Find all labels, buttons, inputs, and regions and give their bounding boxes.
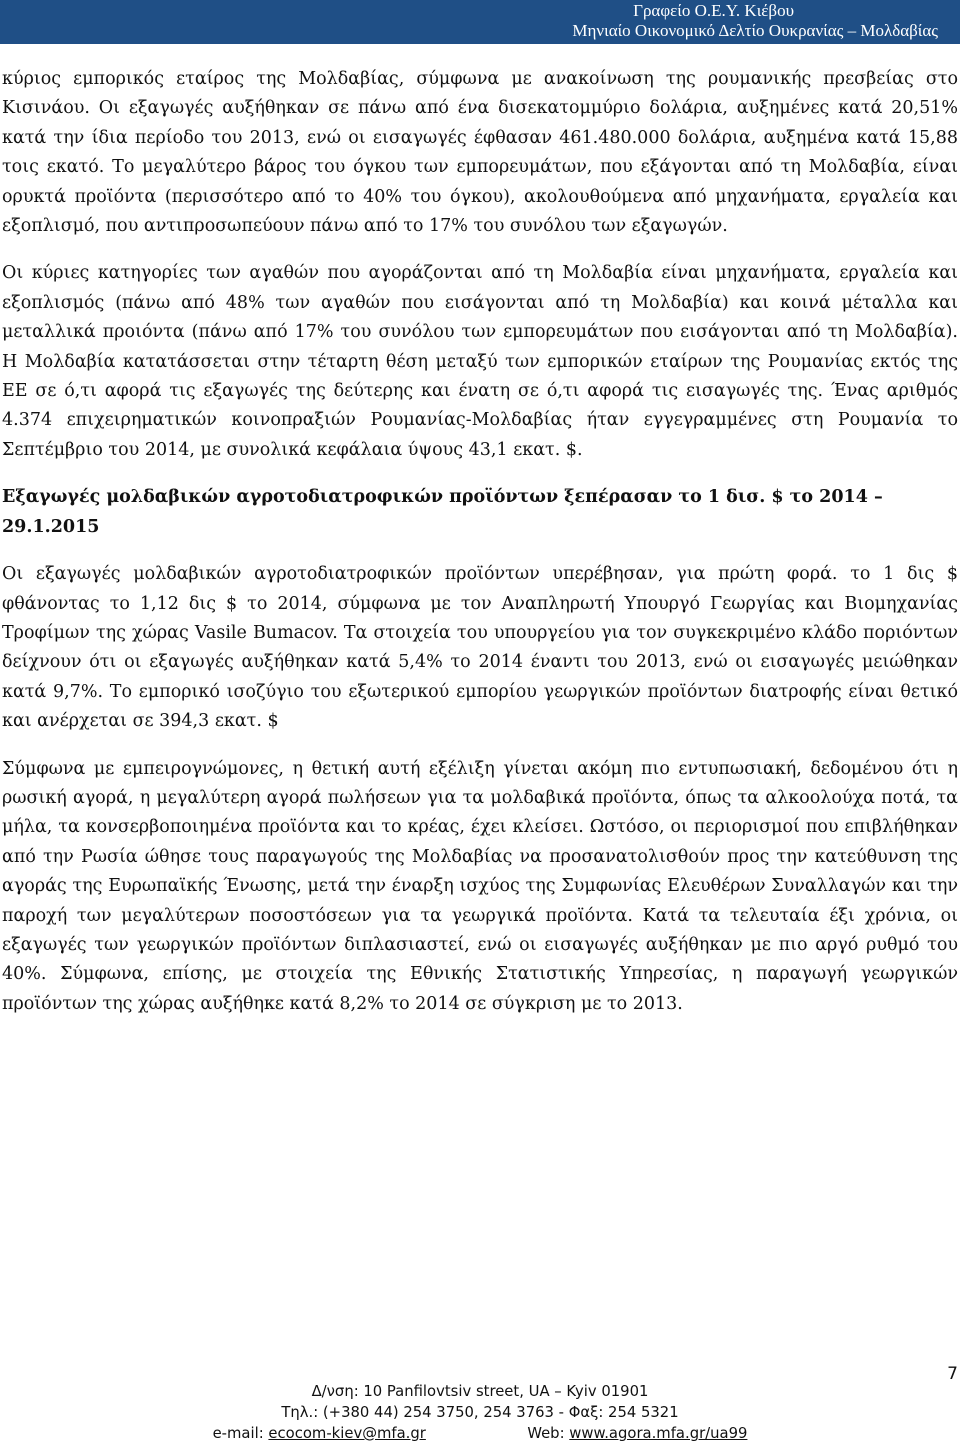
paragraph-expert-analysis: Σύμφωνα με εμπειρογνώμονες, η θετική αυτή εξέλιξη γίνεται ακόμη πιο εντυπωσιακή, δεδομένου ότι η ρωσική αγορά, η μεγαλύτερη αγορά πωλήσεων για τα μολδαβικά προϊόντα, όπως τα αλκοολούχα ποτά, τα μήλα, τα κονσερβοποιημένα προϊόντα και το κρέας, έχει κλείσει. Ωστόσο, οι περιορισμοί που επιβλήθηκαν από την Ρωσία ώθησε τους παραγωγούς της Μολδαβίας να προσανατολισθούν προς την κατεύθυνση της αγοράς της Ευρωπαϊκής Ένωσης, μετά την έναρξη ισχύος της Συμφωνίας Ελευθέρων Συναλλαγών και την παροχή των μεγαλύτερων ποσοστόσεων για τα γεωργικά προϊόντα. Κατά τα τελευταία έξι χρόνια, οι εξαγωγές των γεωργικών προϊόντων διπλασιαστεί, ενώ οι εισαγωγές αυξήθηκαν με πιο αργό ρυθμό του 40%. Σύμφωνα, επίσης, με στοιχεία της Εθνικής Στατιστικής Υπηρεσίας, η παραγωγή γεωργικών προϊόντων της χώρας αυξήθηκε κατά 8,2% το 2014 σε σύγκριση με το 2013. — [2, 758, 958, 1014]
paragraph-trade-overview: κύριος εμπορικός εταίρος της Μολδαβίας, σύμφωνα με ανακοίνωση της ρουμανικής πρεσβείας στο Κισινάου. Οι εξαγωγές αυξήθηκαν σε πάνω από ένα δισεκατομμύριο δολάρια, αυξημένες κατά 20,51% κατά την ίδια περίοδο του 2013, ενώ οι εισαγωγές έφθασαν 461.480.000 δολάρια, αυξημένα κατά 15,88 τοις εκατό. Το μεγαλύτερο βάρος του όγκου των εμπορευμάτων, που εξάγονται από τη Μολδαβία, είναι ορυκτά προϊόντα (περισσότερο από το 40% του όγκου), ακολουθούμενα από μηχανήματα, εργαλεία και εξοπλισμό, που αντιπροσωπεύουν πάνω από το 17% του συνόλου των εξαγωγών. — [2, 69, 958, 237]
paragraph-import-categories: Οι κύριες κατηγορίες των αγαθών που αγοράζονται από τη Μολδαβία είναι μηχανήματα, εργαλεία και εξοπλισμός (πάνω από 48% των αγαθών που εισάγονται από τη Μολδαβία) και κοινά μέταλλα και μεταλλικά προιόντα (πάνω από 17% του συνόλου των εμπορευμάτων που εισάγονται από τη Μολδαβία). Η Μολδαβία κατατάσσεται στην τέταρτη θέση μεταξύ των εμπορικών εταίρων της Ρουμανίας εκτός της ΕΕ σε ό,τι αφορά τις εξαγωγές της δεύτερης και ένατη σε ό,τι αφορά τις εισαγωγές της. Ένας αριθμός 4.374 επιχειρηματικών κοινοπραξιών Ρουμανίας-Μολδαβίας ήταν εγγεγραμμένες στη Ρουμανία το Σεπτέμβριο του 2014, με συνολικά κεφάλαια ύψους 43,1 εκατ. $. — [2, 263, 958, 460]
footer-phones: Τηλ.: (+380 44) 254 3750, 254 3763 - Φαξ: 254 5321 — [281, 1404, 679, 1421]
footer-email-label: e-mail: — [212, 1425, 264, 1442]
footer-address: Δ/νση: 10 Panfilovtsiv street, UA – Kyiv 01901 — [311, 1383, 649, 1400]
section-heading: Εξαγωγές μολδαβικών αγροτοδιατροφικών προϊόντων ξεπέρασαν το 1 δισ. $ το 2014 – 29.1.2015 — [2, 487, 883, 537]
page-number: 7 — [947, 1364, 958, 1384]
document-header — [0, 0, 960, 44]
footer-web-link[interactable]: www.agora.mfa.gr/ua99 — [569, 1425, 748, 1442]
footer-contacts — [0, 1423, 960, 1444]
header-bulletin-title: Μηνιαίο Οικονομικό Δελτίο Ουκρανίας – Μολδαβίας — [572, 21, 938, 40]
document-footer — [0, 1381, 960, 1444]
footer-email-link[interactable]: ecocom-kiev@mfa.gr — [268, 1425, 426, 1442]
header-office-title: Γραφείο Ο.Ε.Υ. Κιέβου — [633, 1, 794, 20]
document-body — [2, 65, 958, 1019]
paragraph-agrifood-exports: Οι εξαγωγές μολδαβικών αγροτοδιατροφικών προϊόντων υπερέβησαν, για πρώτη φορά. το 1 δις $ φθάνοντας το 1,12 δις $ το 2014, σύμφωνα με τον Αναπληρωτή Υπουργό Γεωργίας και Βιομηχανίας Τροφίμων της χώρας Vasile Bumacov. Τα στοιχεία του υπουργείου για τον συγκεκριμένο κλάδο ποριόντων δείχνουν ότι οι εξαγωγές αυξήθηκαν κατά 5,4% το 2014 έναντι του 2013, ενώ οι εισαγωγές μειώθηκαν κατά 9,7%. Το εμπορικό ισοζύγιο του εξωτερικού εμπορίου γεωργικών προϊόντων διατροφής είναι θετικό και ανέρχεται σε 394,3 εκατ. $ — [2, 564, 958, 732]
footer-web-label: Web: — [527, 1425, 565, 1442]
